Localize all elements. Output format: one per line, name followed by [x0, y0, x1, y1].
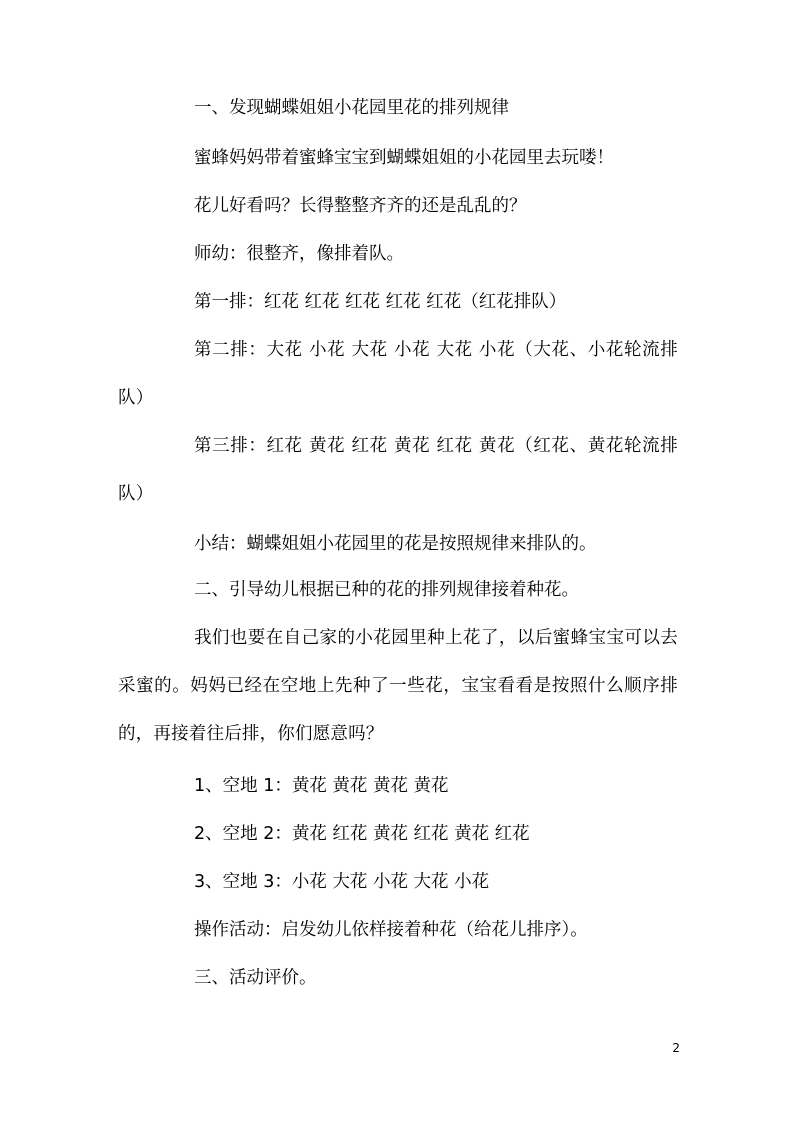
section-heading-3: 三、活动评价。 — [194, 968, 317, 988]
section-heading-1: 一、发现蝴蝶姐姐小花园里花的排列规律 — [194, 98, 509, 118]
row-two-paragraph: 第二排：大花 小花 大花 小花 大花 小花（大花、小花轮流排队） — [118, 340, 678, 408]
list-item: 2、空地 2：黄花 红花 黄花 红花 黄花 红花 — [194, 824, 530, 844]
paragraph: 蜜蜂妈妈带着蜜蜂宝宝到蝴蝶姐姐的小花园里去玩喽！ — [194, 148, 614, 168]
summary-paragraph: 小结：蝴蝶姐姐小花园里的花是按照规律来排队的。 — [194, 534, 597, 554]
row-one-paragraph: 第一排：红花 红花 红花 红花 红花（红花排队） — [194, 292, 567, 312]
activity-paragraph: 操作活动：启发幼儿依样接着种花（给花儿排序）。 — [194, 920, 588, 940]
paragraph: 花儿好看吗？长得整整齐齐的还是乱乱的？ — [194, 196, 527, 216]
section-heading-2: 二、引导幼儿根据已种的花的排列规律接着种花。 — [194, 580, 579, 600]
paragraph: 师幼：很整齐，像排着队。 — [194, 244, 404, 264]
list-item: 3、空地 3：小花 大花 小花 大花 小花 — [194, 872, 490, 892]
page-number: 2 — [672, 1041, 680, 1055]
list-item: 1、空地 1：黄花 黄花 黄花 黄花 — [194, 776, 449, 796]
intro-paragraph: 我们也要在自己家的小花园里种上花了，以后蜜蜂宝宝可以去采蜜的。妈妈已经在空地上先种了一些花，宝宝看看是按照什么顺序排的，再接着往后排，你们愿意吗？ — [118, 628, 678, 744]
row-three-paragraph: 第三排：红花 黄花 红花 黄花 红花 黄花（红花、黄花轮流排队） — [118, 436, 678, 504]
